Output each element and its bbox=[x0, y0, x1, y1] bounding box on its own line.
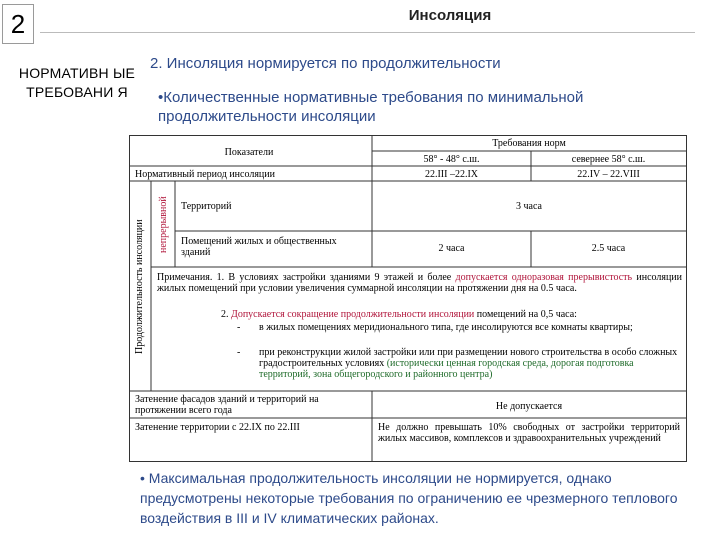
note-dash-2 bbox=[259, 347, 682, 380]
note-dash-2-green: (исторически ценная городская среда, дорогая подготовка территорий, зона общегородского и районного центра) bbox=[259, 358, 634, 380]
row-territory-value: 3 часа bbox=[516, 201, 542, 212]
norms-table bbox=[129, 135, 687, 462]
note-1-end: инсоляции жилых помещений при условии увеличения суммарной инсоляции на протяжении дня на 0.5 часа. bbox=[157, 272, 683, 294]
slide-title: Инсоляция bbox=[408, 7, 492, 24]
row-premises-label: Помещений жилых и общественных зданий bbox=[181, 236, 337, 258]
row-premises-south: 2 часа bbox=[438, 243, 465, 254]
slide-number: 2 bbox=[2, 4, 34, 44]
dash-2: - bbox=[237, 347, 241, 358]
section-title: 2. Инсоляция нормируется по продолжительности bbox=[150, 55, 501, 72]
note-1-start: Примечания. 1. В условиях застройки зданиями 9 этажей и более bbox=[157, 272, 452, 283]
note-2-highlight: Допускается сокращение продолжительности инсоляции bbox=[231, 309, 475, 320]
header-indicators: Показатели bbox=[224, 147, 274, 158]
bottom-note: • Максимальная продолжительность инсоляции не нормируется, однако предусмотрены некоторые требования по ограничению ее чрезмерного теплового воздействия в III и IV климатических районах. bbox=[140, 470, 678, 526]
side-label: НОРМАТИВН ЫЕ ТРЕБОВАНИ Я bbox=[18, 65, 136, 100]
note-dash-1: в жилых помещениях меридионального типа, где инсолируются все комнаты квартиры; bbox=[259, 322, 633, 333]
table-notes bbox=[157, 272, 682, 294]
zone-north: севернее 58° с.ш. bbox=[571, 154, 646, 165]
header-requirements: Требования норм bbox=[492, 138, 566, 149]
zone-south: 58° - 48° с.ш. bbox=[423, 154, 480, 165]
row-premises-north: 2.5 часа bbox=[591, 243, 626, 254]
row-period-south: 22.III –22.IX bbox=[424, 169, 479, 180]
row-shading-value: Не допускается bbox=[495, 401, 563, 412]
row-period-north: 22.IV – 22.VIII bbox=[577, 169, 640, 180]
vertical-duration-label: Продолжительность инсоляции bbox=[134, 219, 145, 355]
title-divider bbox=[40, 32, 695, 33]
row-period-label: Нормативный период инсоляции bbox=[135, 169, 275, 180]
dash-1: - bbox=[237, 322, 241, 333]
bullet-requirements: •Количественные нормативные требования по минимальной продолжительности инсоляции bbox=[158, 89, 584, 125]
note-1-highlight: допускается одноразовая прерывистость bbox=[455, 272, 633, 283]
note-dash-2-text: при реконструкции жилой застройки или при размещении нового строительства в особо сложных градостроительных условиях bbox=[259, 347, 678, 369]
row-territory-label: Территорий bbox=[181, 201, 232, 212]
table-note-2 bbox=[221, 309, 682, 320]
note-2-end: помещений на 0,5 часа: bbox=[476, 309, 577, 320]
row-shading2-label: Затенение территории с 22.IX по 22.III bbox=[135, 422, 300, 433]
note-2-number: 2. bbox=[221, 309, 229, 320]
vertical-continuous-label: непрерывной bbox=[158, 196, 169, 254]
row-shading-label: Затенение фасадов зданий и территорий на протяжении всего года bbox=[135, 394, 319, 416]
row-shading2-value: Не должно превышать 10% свободных от застройки территорий жилых массивов, комплексов и здравоохранительных учреждений bbox=[378, 422, 680, 444]
